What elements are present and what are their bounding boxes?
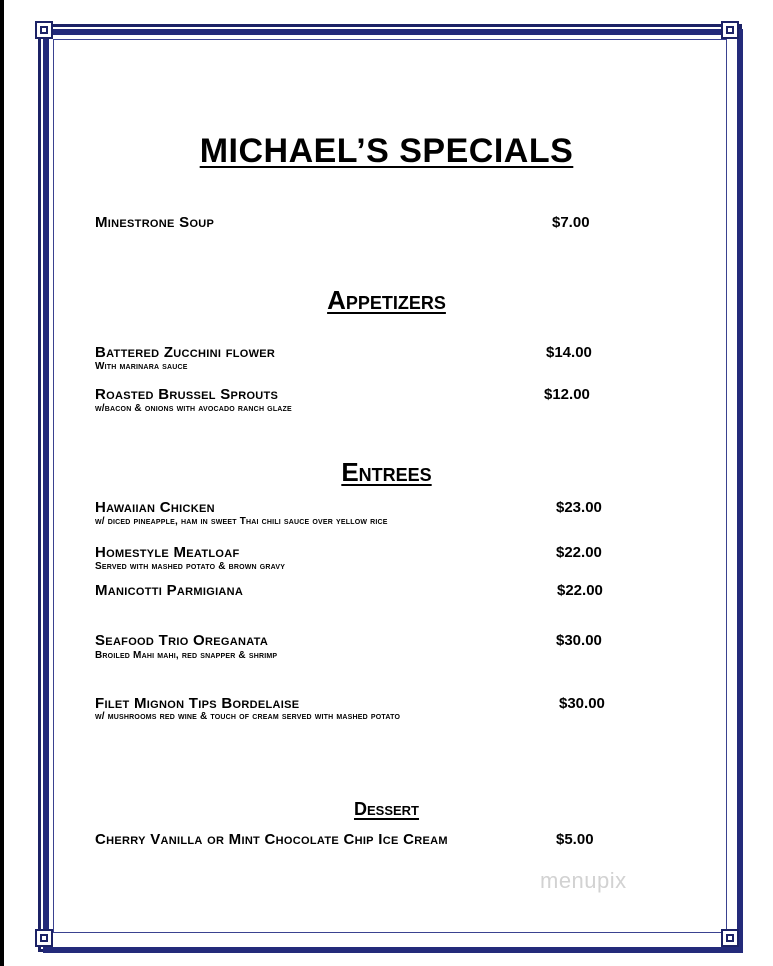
entrees-heading: Entrees [341, 457, 432, 487]
menu-item-name: Roasted Brussel Sprouts [95, 386, 279, 403]
corner-ornament-bottom-right [721, 929, 739, 947]
menu-item-price: $23.00 [556, 499, 602, 516]
menu-item-name: Manicotti Parmigiana [95, 582, 244, 599]
menu-title: MICHAEL’S SPECIALS [199, 132, 574, 170]
soup-price: $7.00 [552, 214, 590, 231]
menu-item-price: $12.00 [544, 386, 590, 403]
menu-item-description: With marinara sauce [95, 361, 188, 372]
menu-item-price: $5.00 [556, 831, 594, 848]
menu-item-price: $22.00 [556, 544, 602, 561]
appetizers-heading: Appetizers [327, 285, 446, 315]
menu-item-name: Cherry Vanilla or Mint Chocolate Chip Ice Cream [95, 831, 448, 848]
soup-name: Minestrone Soup [95, 214, 215, 231]
corner-ornament-bottom-left [35, 929, 53, 947]
menu-item-name: Hawaiian Chicken [95, 499, 215, 516]
menu-item-price: $22.00 [557, 582, 603, 599]
watermark-logo: menupix [540, 868, 627, 893]
menu-item-name: Filet Mignon Tips Bordelaise [95, 695, 300, 712]
menu-item-name: Seafood Trio Oreganata [95, 632, 269, 649]
menu-item-name: Battered Zucchini flower [95, 344, 276, 361]
corner-ornament-top-left [35, 21, 53, 39]
menu-item-description: Broiled Mahi mahi, red snapper & shrimp [95, 650, 278, 661]
menu-item-price: $14.00 [546, 344, 592, 361]
menu-item-description: Served with mashed potato & brown gravy [95, 561, 286, 572]
menu-item-description: w/ diced pineapple, ham in sweet Thai chili sauce over yellow rice [95, 516, 388, 527]
menu-item-description: w/ mushrooms red wine & touch of cream served with mashed potato [95, 711, 401, 722]
corner-ornament-top-right [721, 21, 739, 39]
menu-item-description: w/bacon & onions with avocado ranch glaze [95, 403, 292, 414]
menu-item-price: $30.00 [559, 695, 605, 712]
dessert-heading: Dessert [353, 799, 419, 819]
menu-item-name: Homestyle Meatloaf [95, 544, 240, 561]
menu-item-price: $30.00 [556, 632, 602, 649]
